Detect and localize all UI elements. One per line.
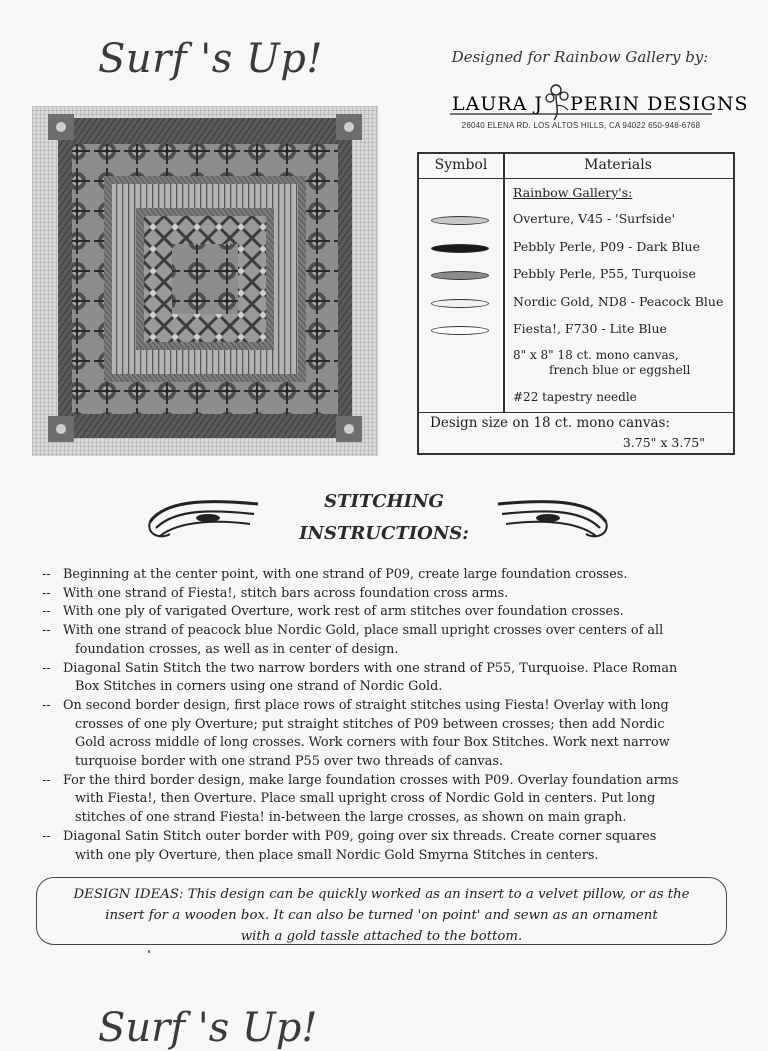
design-ideas-box xyxy=(36,877,727,945)
materials-brand: Rainbow Gallery's: xyxy=(513,185,633,200)
designer-address: 26040 ELENA RD. LOS ALTOS HILLS, CA 94022 650-948-6768 xyxy=(461,121,701,130)
design-ideas-text-1: This design can be quickly worked as an insert to a velvet pillow, or as the xyxy=(183,887,690,902)
bullet-dash: -- xyxy=(42,604,51,620)
instruction-line: Diagonal Satin Stitch the two narrow borders with one strand of P55, Turquoise. Place Roman xyxy=(63,660,678,676)
heading-line-1: STITCHING xyxy=(324,491,444,512)
instruction-step xyxy=(40,566,730,585)
design-ideas-line-3: with a gold tassle attached to the bottom. xyxy=(240,929,523,944)
heading-line-2: INSTRUCTIONS: xyxy=(299,523,469,544)
material-item: Pebbly Perle, P55, Turquoise xyxy=(513,266,696,281)
instruction-line: Diagonal Satin Stitch outer border with P09, going over six threads. Create corner squares xyxy=(63,828,657,844)
material-item: Nordic Gold, ND8 - Peacock Blue xyxy=(513,294,724,309)
left-swirl-ornament-icon xyxy=(146,494,266,542)
needle-line: #22 tapestry needle xyxy=(513,390,637,404)
instruction-line: turquoise border with one strand P55 over two threads of canvas. xyxy=(75,754,504,770)
bullet-dash: -- xyxy=(42,585,51,601)
design-ideas-label: DESIGN IDEAS: xyxy=(73,887,184,902)
design-size-label: Design size on 18 ct. mono canvas: xyxy=(430,415,670,431)
design-ideas-line-1 xyxy=(51,884,712,905)
bullet-dash: -- xyxy=(42,697,51,713)
materials-table-header xyxy=(419,154,733,179)
footer-title-cutoff: Surf 's Up! xyxy=(98,1005,318,1051)
material-item: Overture, V45 - 'Surfside' xyxy=(513,211,676,226)
flower-logo-icon xyxy=(546,85,568,120)
instruction-line: Box Stitches in corners using one strand of Nordic Gold. xyxy=(75,679,443,695)
material-item: Fiesta!, F730 - Lite Blue xyxy=(513,321,667,336)
bullet-dash: -- xyxy=(42,623,51,639)
materials-header: Materials xyxy=(584,157,652,173)
bullet-dash: -- xyxy=(42,567,51,582)
instruction-line: On second border design, first place rows of straight stitches using Fiesta! Overlay with long xyxy=(63,697,669,713)
material-item: Pebbly Perle, P09 - Dark Blue xyxy=(513,239,700,254)
swatch-dark-blue xyxy=(431,244,489,253)
designed-for-text: Designed for Rainbow Gallery by: xyxy=(451,48,709,66)
swatch-lite-blue xyxy=(431,326,489,335)
instruction-line: For the third border design, make large foundation crosses with P09. Overlay foundation arms xyxy=(63,772,679,788)
design-size-section xyxy=(419,412,733,453)
instructions-list xyxy=(40,566,730,865)
design-size-value: 3.75" x 3.75" xyxy=(622,435,705,450)
table-divider xyxy=(503,154,505,412)
designer-logo xyxy=(446,74,749,120)
symbol-header: Symbol xyxy=(434,157,488,173)
swatch-overture xyxy=(431,216,489,225)
right-swirl-ornament-icon xyxy=(490,494,610,542)
materials-table xyxy=(417,152,735,455)
page-title: Surf 's Up! xyxy=(98,36,323,82)
instruction-line: stitches of one strand Fiesta! in-between the large crosses, as shown on main graph. xyxy=(75,810,627,826)
instruction-line: With one ply of varigated Overture, work rest of arm stitches over foundation crosses. xyxy=(63,604,624,620)
canvas-line-2: french blue or eggshell xyxy=(549,363,691,377)
needlepoint-design-image xyxy=(32,106,378,456)
instruction-step xyxy=(40,697,730,772)
instruction-step xyxy=(40,828,730,865)
canvas-line-1: 8" x 8" 18 ct. mono canvas, xyxy=(513,348,679,362)
instruction-line: With one strand of Fiesta!, stitch bars across foundation cross arms. xyxy=(63,585,509,601)
design-ideas-line-2: insert for a wooden box. It can also be turned 'on point' and sewn as an ornament xyxy=(105,908,658,923)
instruction-line: with one ply Overture, then place small Nordic Gold Smyrna Stitches in centers. xyxy=(75,847,599,863)
stitching-instructions-heading xyxy=(284,486,484,550)
bullet-dash: -- xyxy=(42,772,51,788)
instruction-line: Beginning at the center point, with one strand of P09, create large foundation crosses. xyxy=(63,567,628,582)
logo-right-text: PERIN DESIGNS xyxy=(570,93,749,115)
instruction-step xyxy=(40,603,730,622)
instruction-line: With one strand of peacock blue Nordic Gold, place small upright crosses over centers of all xyxy=(63,623,664,639)
instruction-step xyxy=(40,585,730,604)
instruction-line: with Fiesta!, then Overture. Place small upright cross of Nordic Gold in centers. Put long xyxy=(75,791,656,807)
bullet-dash: -- xyxy=(42,828,51,844)
instruction-line: Gold across middle of long crosses. Work corners with four Box Stitches. Work next narrow xyxy=(75,735,670,751)
swatch-turquoise xyxy=(431,271,489,280)
instruction-step xyxy=(40,660,730,697)
instruction-line: foundation crosses, as well as in center of design. xyxy=(75,641,399,657)
scan-speck xyxy=(148,950,150,953)
instruction-step xyxy=(40,772,730,828)
instruction-line: crosses of one ply Overture; put straight stitches of P09 between crosses; then add Nordic xyxy=(75,716,665,732)
swatch-peacock-blue xyxy=(431,299,489,308)
logo-left-text: LAURA J xyxy=(452,93,544,115)
instruction-step xyxy=(40,622,730,659)
bullet-dash: -- xyxy=(42,660,51,676)
